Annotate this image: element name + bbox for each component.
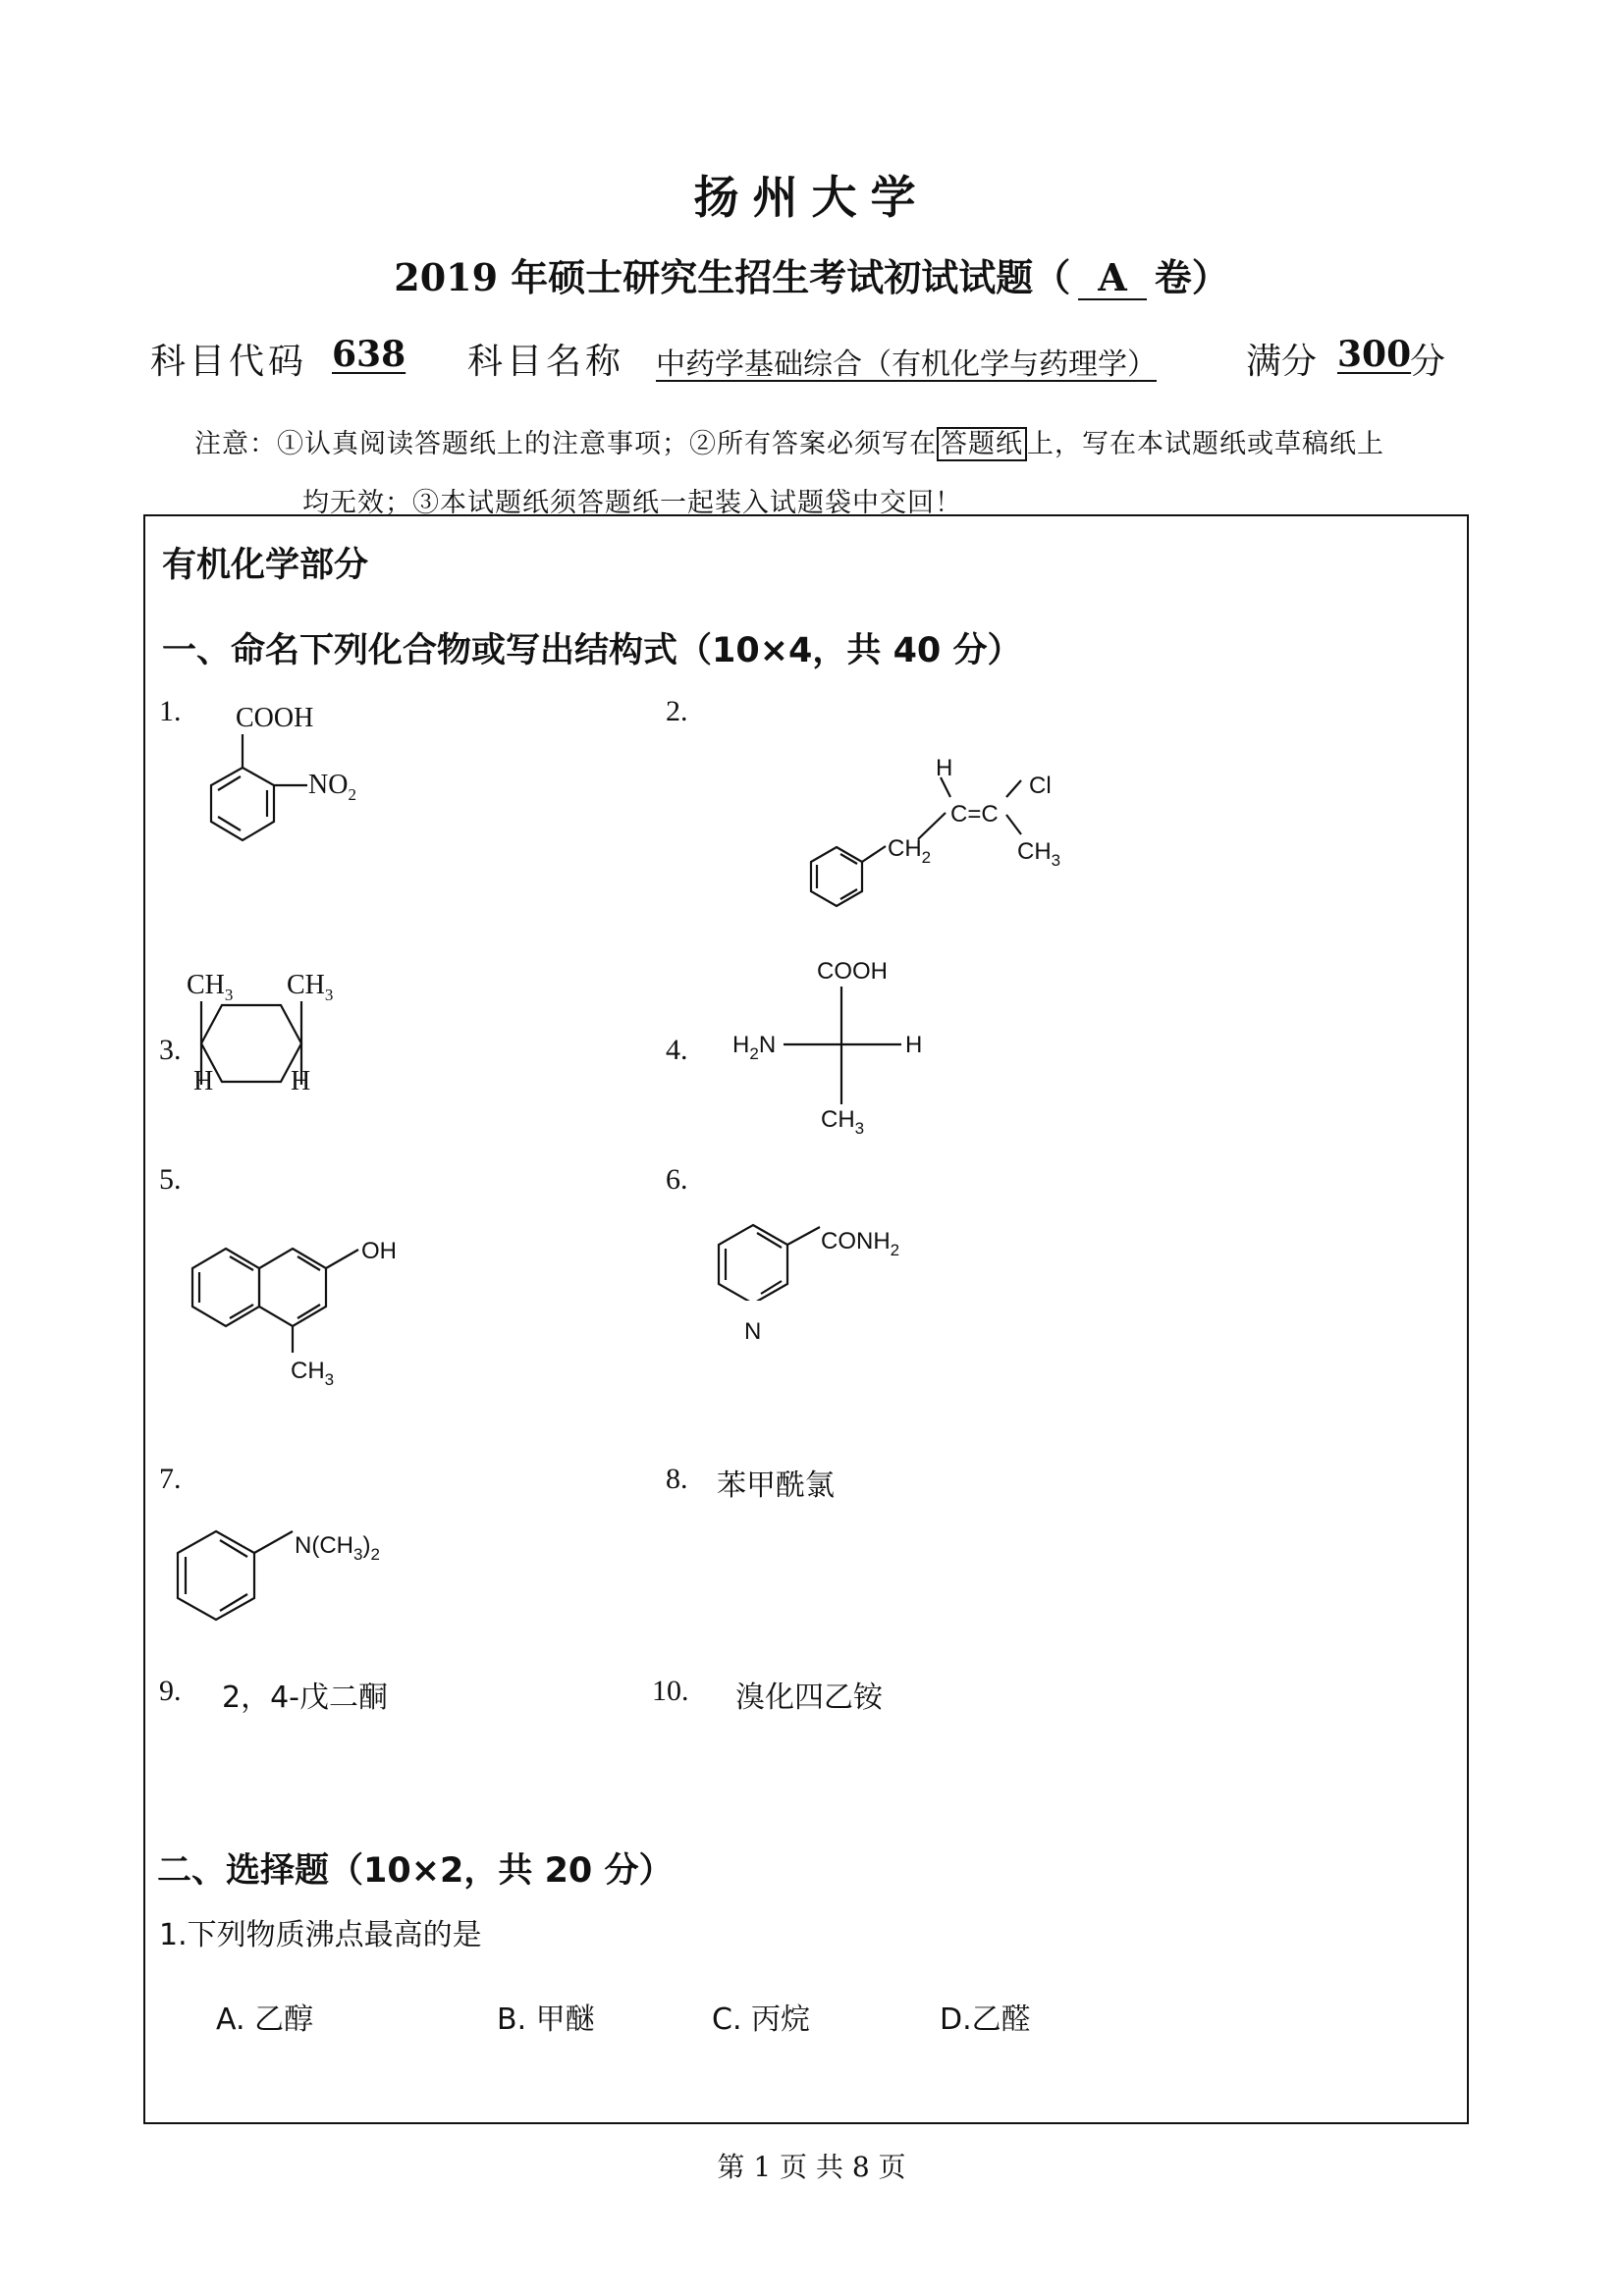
item-number: 7.	[159, 1463, 182, 1495]
ch3-label	[291, 1358, 334, 1389]
label: H	[732, 1032, 750, 1058]
structure-6-nicotinamide	[719, 1225, 899, 1345]
label: 3	[324, 1370, 335, 1389]
item-number: 2.	[666, 695, 688, 727]
option-d: D.乙醛	[940, 2002, 1031, 2037]
label: CH	[888, 835, 922, 862]
label: H	[905, 1032, 923, 1058]
label: CH	[1017, 838, 1052, 865]
item-8-name: 苯甲酰氯	[717, 1468, 835, 1503]
carboxamide-label	[821, 1228, 899, 1259]
label: )	[362, 1532, 371, 1559]
label: H	[291, 1066, 311, 1096]
label: 2	[921, 848, 932, 867]
notice-text: ①认真阅读答题纸上的注意事项；②所有答案必须写在	[277, 429, 937, 459]
label: OH	[361, 1238, 397, 1264]
label: N(CH	[295, 1532, 353, 1559]
item-10-name: 溴化四乙铵	[735, 1681, 883, 1715]
label: 2	[890, 1241, 900, 1259]
ch2-label	[888, 835, 931, 867]
label: 2	[348, 785, 356, 804]
university-title: 扬州大学	[693, 171, 930, 224]
structure-5-naphthol	[192, 1238, 397, 1389]
label: NO	[308, 770, 349, 800]
structure-1-nitrobenzoic-acid	[211, 703, 356, 840]
structure-2-chloroalkene	[811, 755, 1060, 906]
full-score: 300	[1337, 334, 1412, 375]
notice-text: 上，写在本试题纸或草稿纸上	[1027, 429, 1384, 459]
ch3-label	[1017, 838, 1060, 870]
full-score-unit: 分	[1410, 342, 1446, 382]
label: CH	[291, 1358, 325, 1384]
dimethylamino-label	[295, 1532, 380, 1564]
label: N	[744, 1318, 762, 1345]
notice-line-2: 均无效；③本试题纸须答题纸一起装入试题袋中交回！	[302, 488, 962, 518]
item-number: 4.	[666, 1034, 688, 1066]
option-c: C. 丙烷	[712, 2002, 811, 2037]
structure-4-fischer-alanine	[732, 958, 922, 1138]
option-a: A. 乙醇	[216, 2002, 314, 2037]
item-number: 10.	[652, 1675, 689, 1707]
subject-code: 638	[332, 334, 406, 375]
nitro-label	[308, 770, 356, 804]
subject-name: 中药学基础综合（有机化学与药理学）	[656, 347, 1157, 382]
notice-label: 注意：	[194, 429, 277, 459]
ch3-label	[187, 970, 233, 1004]
answer-sheet-boxed: 答题纸	[937, 427, 1027, 461]
label: 2	[370, 1545, 380, 1564]
ch3-label	[287, 970, 333, 1004]
subject-code-label: 科目代码	[150, 342, 308, 382]
label: COOH	[817, 958, 888, 985]
item-number: 9.	[159, 1675, 182, 1707]
exam-title-suffix: 卷）	[1154, 255, 1229, 299]
label: COOH	[236, 703, 314, 733]
label: 3	[324, 986, 334, 1004]
label: 3	[1051, 851, 1061, 870]
label: CH	[287, 970, 325, 1000]
structure-3-dimethylcyclohexane	[187, 970, 333, 1096]
label: 3	[854, 1119, 865, 1138]
page-footer: 第 1 页 共 8 页	[717, 2151, 906, 2183]
label: N	[758, 1032, 777, 1058]
label: H	[193, 1066, 214, 1096]
item-9-name: 2，4-戊二酮	[222, 1681, 388, 1715]
subject-name-label: 科目名称	[467, 342, 625, 382]
item-number: 1.	[159, 695, 182, 727]
label: Cl	[1029, 773, 1052, 799]
section2-title: 二、选择题（10×2，共 20 分）	[157, 1851, 674, 1891]
label: C=C	[950, 801, 999, 828]
label: 2	[749, 1044, 759, 1063]
full-score-label: 满分	[1246, 342, 1318, 382]
paper-version: A	[1078, 257, 1146, 300]
exam-title-prefix: 2019 年硕士研究生招生考试初试试题（	[394, 255, 1071, 299]
item-number: 8.	[666, 1463, 688, 1495]
question-1-stem: 1.下列物质沸点最高的是	[159, 1918, 482, 1952]
ch3-label	[821, 1106, 864, 1138]
label: CONH	[821, 1228, 891, 1255]
structure-7-dimethylaniline	[178, 1531, 380, 1620]
label: H	[936, 755, 953, 781]
item-number: 5.	[159, 1163, 182, 1196]
amino-label	[732, 1032, 776, 1063]
part-title: 有机化学部分	[162, 546, 369, 585]
option-b: B. 甲醚	[497, 2002, 595, 2037]
label: CH	[821, 1106, 855, 1133]
section1-title: 一、命名下列化合物或写出结构式（10×4，共 40 分）	[162, 631, 1022, 670]
label: 3	[353, 1545, 363, 1564]
label: 3	[224, 986, 234, 1004]
item-number: 3.	[159, 1034, 182, 1066]
item-number: 6.	[666, 1163, 688, 1196]
label: CH	[187, 970, 225, 1000]
